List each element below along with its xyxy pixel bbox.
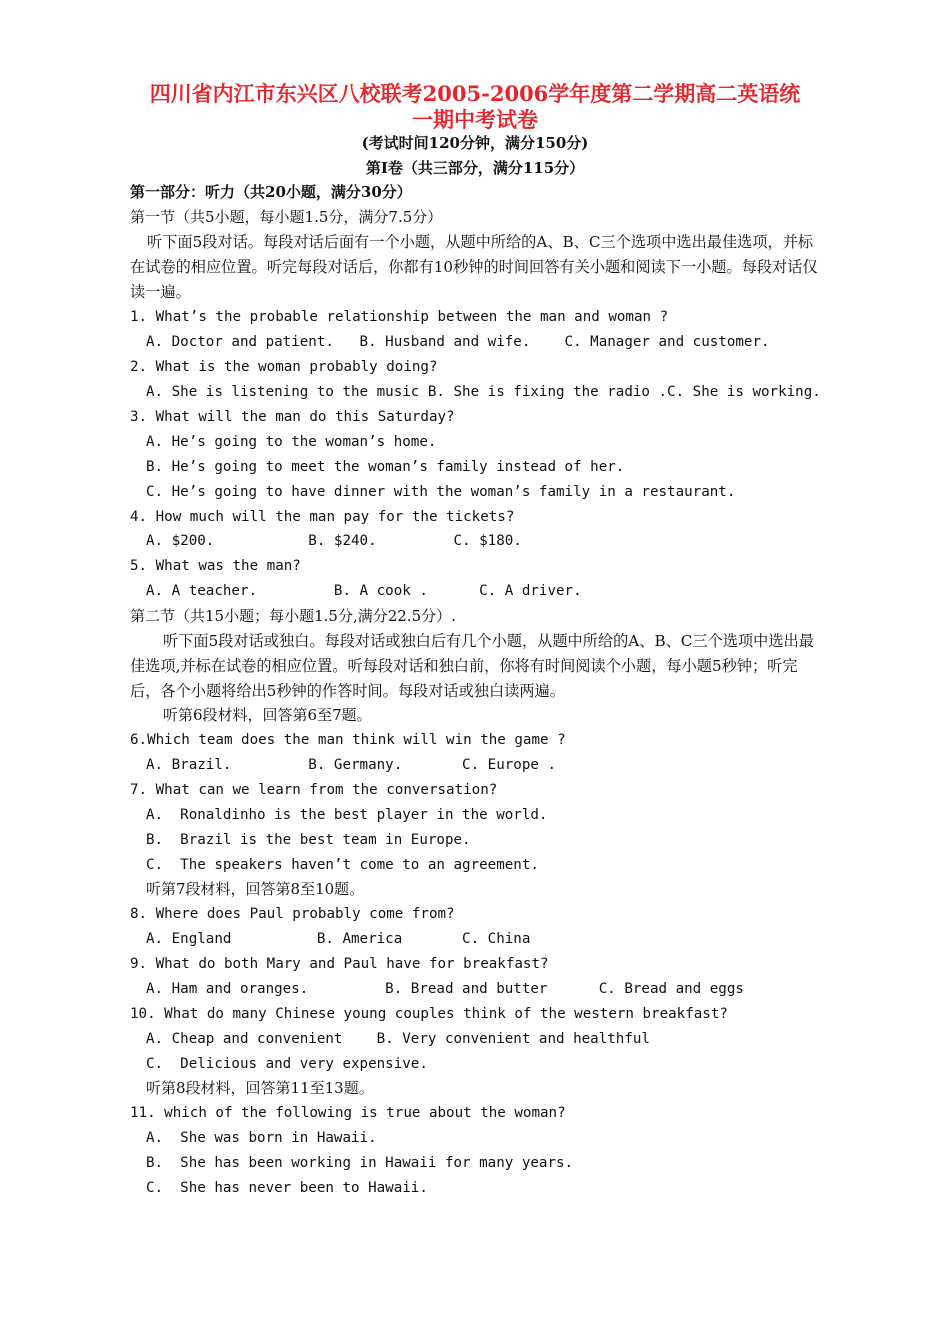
question-9-options: A. Ham and oranges. B. Bread and butter C. Bread and eggs: [146, 981, 744, 997]
question-11-option-b: B. She has been working in Hawaii for many years.: [146, 1155, 574, 1171]
question-11-option-c: C. She has never been to Hawaii.: [146, 1180, 428, 1196]
question-5-options: A. A teacher. B. A cook . C. A driver.: [146, 583, 582, 599]
section1-heading: 第一节（共5小题，每小题1.5分，满分7.5分）: [130, 208, 443, 226]
section2-instruction: 听下面5段对话或独白。每段对话或独白后有几个小题，从题中所给的A、B、C三个选项中选出最佳选项,并标在试卷的相应位置。听每段对话和独白前，你将有时间阅读个小题，每小题5秒钟；听完后，各个小题将给出5秒钟的作答时间。每段对话或独白读两遍。: [130, 632, 814, 700]
question-10: 10. What do many Chinese young couples think of the western breakfast?: [130, 1006, 728, 1022]
question-7-option-b: B. Brazil is the best team in Europe.: [146, 832, 471, 848]
exam-time-note: (考试时间120分钟，满分150分): [361, 134, 589, 152]
question-2-options: A. She is listening to the music B. She is fixing the radio .C. She is working.: [146, 384, 821, 400]
question-3: 3. What will the man do this Saturday?: [130, 409, 455, 425]
material-8-note: 听第8段材料，回答第11至13题。: [146, 1079, 374, 1097]
question-2: 2. What is the woman probably doing?: [130, 359, 438, 375]
question-4: 4. How much will the man pay for the tickets?: [130, 509, 515, 525]
question-4-options: A. $200. B. $240. C. $180.: [146, 533, 522, 549]
question-11: 11. which of the following is true about the woman?: [130, 1105, 566, 1121]
question-5: 5. What was the man?: [130, 558, 301, 574]
question-9: 9. What do both Mary and Paul have for breakfast?: [130, 956, 549, 972]
question-1: 1. What’s the probable relationship between the man and woman ?: [130, 309, 669, 325]
exam-title-line-1: 四川省内江市东兴区八校联考2005-2006学年度第二学期高二英语统: [149, 81, 801, 106]
material-6-note: 听第6段材料，回答第6至7题。: [163, 706, 372, 724]
question-1-options: A. Doctor and patient. B. Husband and wife. C. Manager and customer.: [146, 334, 770, 350]
exam-title-line-2: 一期中考试卷: [412, 107, 538, 132]
question-10-option-c: C. Delicious and very expensive.: [146, 1056, 428, 1072]
question-10-options-ab: A. Cheap and convenient B. Very convenient and healthful: [146, 1031, 650, 1047]
volume-heading: 第Ⅰ卷（共三部分，满分115分）: [365, 159, 585, 177]
question-7: 7. What can we learn from the conversation?: [130, 782, 498, 798]
question-3-option-a: A. He’s going to the woman’s home.: [146, 434, 437, 450]
question-6: 6.Which team does the man think will win the game ?: [130, 732, 566, 748]
question-6-options: A. Brazil. B. Germany. C. Europe .: [146, 757, 556, 773]
part1-heading: 第一部分：听力（共20小题，满分30分）: [130, 183, 412, 201]
question-8: 8. Where does Paul probably come from?: [130, 906, 455, 922]
section2-heading: 第二节（共15小题；每小题1.5分,满分22.5分）.: [130, 607, 456, 625]
question-11-option-a: A. She was born in Hawaii.: [146, 1130, 377, 1146]
question-3-option-c: C. He’s going to have dinner with the woman’s family in a restaurant.: [146, 484, 736, 500]
question-7-option-c: C. The speakers haven’t come to an agreement.: [146, 857, 539, 873]
section1-instruction: 听下面5段对话。每段对话后面有一个小题，从题中所给的A、B、C三个选项中选出最佳选项，并标在试卷的相应位置。听完每段对话后，你都有10秒钟的时间回答有关小题和阅读下一小题。每段对话仅读一遍。: [130, 233, 818, 301]
question-3-option-b: B. He’s going to meet the woman’s family instead of her.: [146, 459, 625, 475]
question-7-option-a: A. Ronaldinho is the best player in the world.: [146, 807, 548, 823]
question-8-options: A. England B. America C. China: [146, 931, 531, 947]
material-7-note: 听第7段材料，回答第8至10题。: [146, 880, 365, 898]
